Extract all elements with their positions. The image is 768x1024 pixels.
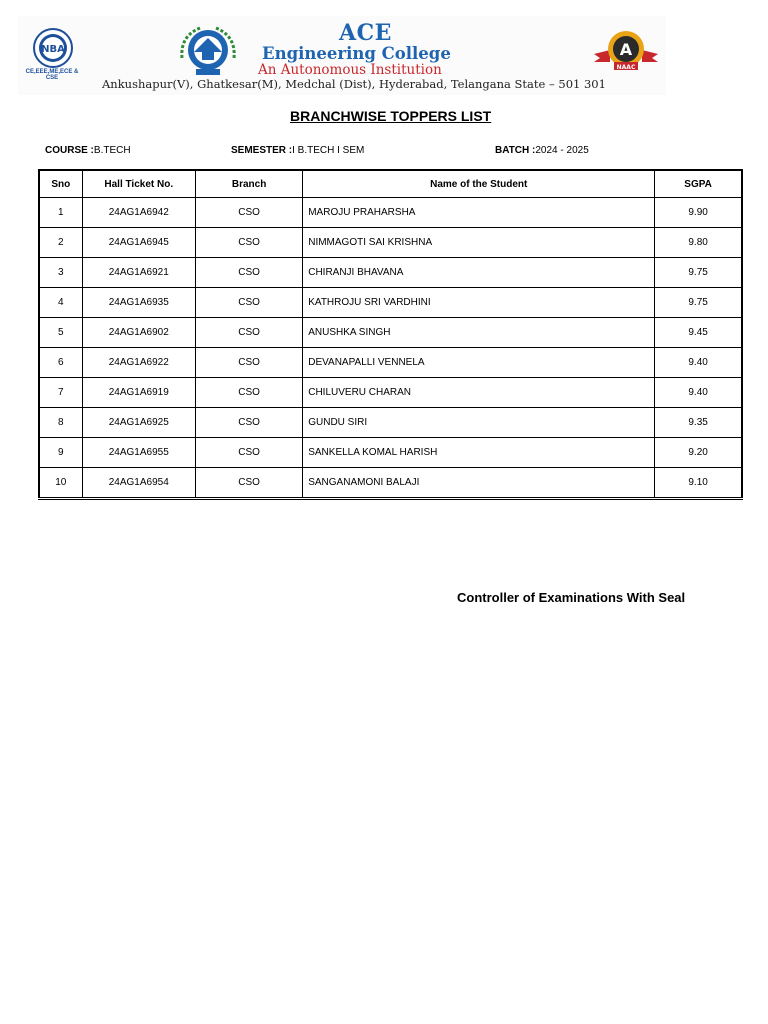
cell-branch: CSO <box>195 378 302 408</box>
cell-branch: CSO <box>195 258 302 288</box>
cell-sgpa: 9.75 <box>655 288 742 318</box>
cell-branch: CSO <box>195 228 302 258</box>
cell-hall-ticket: 24AG1A6922 <box>82 348 195 378</box>
toppers-table <box>38 169 743 500</box>
cell-hall-ticket: 24AG1A6954 <box>82 468 195 499</box>
batch-label: BATCH : <box>495 145 536 156</box>
cell-hall-ticket: 24AG1A6945 <box>82 228 195 258</box>
cell-hall-ticket: 24AG1A6925 <box>82 408 195 438</box>
table-row <box>39 288 742 318</box>
batch-info <box>495 145 589 156</box>
cell-sgpa: 9.40 <box>655 378 742 408</box>
cell-sgpa: 9.45 <box>655 318 742 348</box>
svg-text:NAAC: NAAC <box>616 64 636 71</box>
cell-sno: 1 <box>39 198 82 228</box>
cell-hall-ticket: 24AG1A6955 <box>82 438 195 468</box>
cell-sno: 4 <box>39 288 82 318</box>
cell-sno: 7 <box>39 378 82 408</box>
cell-student-name: ANUSHKA SINGH <box>303 318 655 348</box>
cell-student-name: KATHROJU SRI VARDHINI <box>303 288 655 318</box>
course-info <box>45 145 131 156</box>
document-title: BRANCHWISE TOPPERS LIST <box>290 108 492 124</box>
college-name: Engineering College <box>262 44 451 63</box>
table-row <box>39 468 742 499</box>
college-crest-icon <box>176 22 240 80</box>
cell-sgpa: 9.80 <box>655 228 742 258</box>
svg-text:NBA: NBA <box>41 44 65 55</box>
cell-student-name: SANKELLA KOMAL HARISH <box>303 438 655 468</box>
cell-branch: CSO <box>195 318 302 348</box>
cell-sno: 6 <box>39 348 82 378</box>
table-row <box>39 198 742 228</box>
cell-student-name: GUNDU SIRI <box>303 408 655 438</box>
cell-branch: CSO <box>195 408 302 438</box>
cell-sno: 8 <box>39 408 82 438</box>
naac-grade-badge-icon <box>590 28 662 74</box>
cell-sno: 10 <box>39 468 82 499</box>
semester-label: SEMESTER : <box>231 145 293 156</box>
cell-sno: 9 <box>39 438 82 468</box>
cell-sno: 3 <box>39 258 82 288</box>
cell-branch: CSO <box>195 288 302 318</box>
cell-student-name: CHILUVERU CHARAN <box>303 378 655 408</box>
cell-sgpa: 9.20 <box>655 438 742 468</box>
table-row <box>39 378 742 408</box>
cell-branch: CSO <box>195 468 302 499</box>
cell-sgpa: 9.90 <box>655 198 742 228</box>
cell-sno: 5 <box>39 318 82 348</box>
cell-hall-ticket: 24AG1A6902 <box>82 318 195 348</box>
table-row <box>39 438 742 468</box>
cell-sgpa: 9.10 <box>655 468 742 499</box>
column-header-hall-ticket: Hall Ticket No. <box>82 170 195 198</box>
cell-sgpa: 9.35 <box>655 408 742 438</box>
column-header-sno: Sno <box>39 170 82 198</box>
table-row <box>39 408 742 438</box>
cell-student-name: SANGANAMONI BALAJI <box>303 468 655 499</box>
cell-hall-ticket: 24AG1A6919 <box>82 378 195 408</box>
cell-sgpa: 9.40 <box>655 348 742 378</box>
cell-student-name: MAROJU PRAHARSHA <box>303 198 655 228</box>
course-value: B.TECH <box>93 145 131 156</box>
column-header-student-name: Name of the Student <box>303 170 655 198</box>
table-row <box>39 348 742 378</box>
cell-student-name: DEVANAPALLI VENNELA <box>303 348 655 378</box>
cell-hall-ticket: 24AG1A6942 <box>82 198 195 228</box>
cell-branch: CSO <box>195 438 302 468</box>
college-short-name: ACE <box>339 20 392 46</box>
column-header-branch: Branch <box>195 170 302 198</box>
cell-branch: CSO <box>195 348 302 378</box>
table-header-row <box>39 170 742 198</box>
table-row <box>39 258 742 288</box>
cell-hall-ticket: 24AG1A6935 <box>82 288 195 318</box>
table-row <box>39 318 742 348</box>
signature-line: Controller of Examinations With Seal <box>457 590 686 605</box>
cell-student-name: CHIRANJI BHAVANA <box>303 258 655 288</box>
cell-sno: 2 <box>39 228 82 258</box>
cell-hall-ticket: 24AG1A6921 <box>82 258 195 288</box>
semester-value: I B.TECH I SEM <box>292 145 365 156</box>
nba-caption: CE,EEE,ME,ECE & CSE <box>25 69 79 81</box>
course-label: COURSE : <box>45 145 94 156</box>
batch-value: 2024 - 2025 <box>535 145 589 156</box>
college-subtitle: An Autonomous Institution <box>258 62 442 78</box>
svg-text:A: A <box>619 40 633 59</box>
cell-student-name: NIMMAGOTI SAI KRISHNA <box>303 228 655 258</box>
cell-sgpa: 9.75 <box>655 258 742 288</box>
cell-branch: CSO <box>195 198 302 228</box>
semester-info <box>231 145 364 156</box>
table-row <box>39 228 742 258</box>
column-header-sgpa: SGPA <box>655 170 742 198</box>
college-address: Ankushapur(V), Ghatkesar(M), Medchal (Dist), Hyderabad, Telangana State – 501 301 <box>102 77 606 91</box>
